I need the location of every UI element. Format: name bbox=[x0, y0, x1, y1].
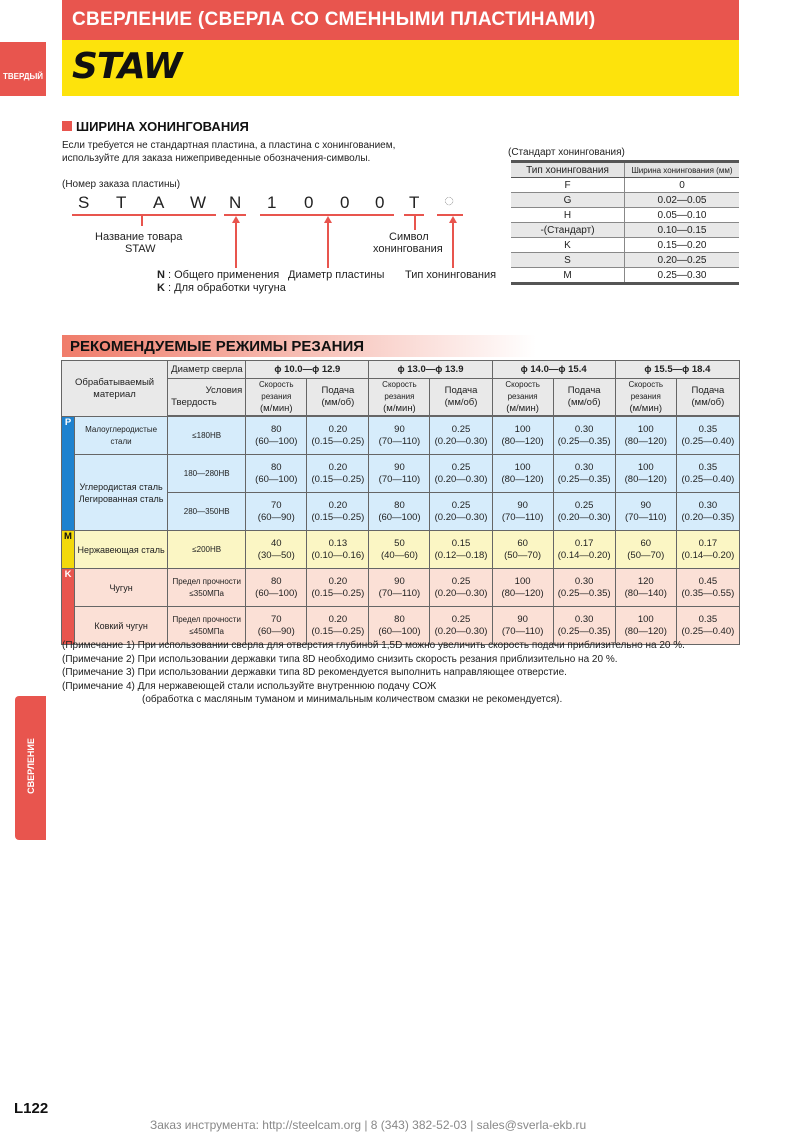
feed-cell bbox=[553, 455, 615, 493]
feed-cell bbox=[430, 493, 492, 531]
speed-cell bbox=[246, 531, 307, 569]
feed-header bbox=[430, 379, 492, 416]
table-row bbox=[511, 268, 739, 284]
code-char: T bbox=[409, 193, 420, 212]
value: 0.30 bbox=[574, 461, 594, 473]
material-cell: Нержавеющая сталь bbox=[75, 531, 168, 569]
feed-cell bbox=[430, 455, 492, 493]
table-row bbox=[511, 253, 739, 268]
speed-cell bbox=[492, 455, 553, 493]
value: 100 bbox=[637, 461, 654, 473]
k-code bbox=[157, 282, 286, 294]
honing-width-cell: 0.02—0.05 bbox=[625, 193, 740, 208]
feed-header-line: Подача bbox=[321, 385, 355, 396]
honing-type-cell: K bbox=[511, 238, 625, 253]
range: (0.25—0.35) bbox=[557, 435, 611, 447]
code-char: 0 bbox=[304, 193, 314, 212]
speed-cell bbox=[369, 417, 430, 455]
value: 0.30 bbox=[574, 575, 594, 587]
honing-table-caption: (Стандарт хонингования) bbox=[508, 147, 625, 158]
feed-cell bbox=[553, 569, 615, 607]
honing-type-cell: M bbox=[511, 268, 625, 284]
arrow-up-icon bbox=[449, 216, 457, 223]
range: (80—120) bbox=[501, 435, 544, 447]
range: (0.25—0.35) bbox=[557, 473, 611, 485]
code-char: 0 bbox=[340, 193, 350, 212]
page-title: СВЕРЛЕНИЕ (СВЕРЛА СО СМЕННЫМИ ПЛАСТИНАМИ) bbox=[72, 9, 596, 30]
range: (70—110) bbox=[501, 625, 544, 637]
value: 80 bbox=[271, 461, 282, 473]
value: 0.35 bbox=[698, 613, 718, 625]
speed-cell bbox=[369, 455, 430, 493]
speed-cell bbox=[492, 493, 553, 531]
speed-cell bbox=[615, 531, 676, 569]
speed-cell bbox=[615, 455, 676, 493]
range: (60—100) bbox=[255, 435, 298, 447]
speed-header-line: Скорость резания bbox=[382, 380, 417, 401]
speed-header bbox=[369, 379, 430, 416]
value: 40 bbox=[271, 537, 282, 549]
value: 90 bbox=[517, 613, 528, 625]
hardness-cell: ≤200HB bbox=[168, 531, 246, 569]
range: (0.20—0.30) bbox=[434, 511, 488, 523]
range: (0.10—0.16) bbox=[311, 549, 365, 561]
table-row bbox=[511, 193, 739, 208]
range: (80—120) bbox=[501, 587, 544, 599]
material-cell bbox=[75, 455, 168, 531]
code-char: N bbox=[229, 193, 242, 212]
feed-header-line: (мм/об) bbox=[444, 397, 478, 408]
feed-cell bbox=[676, 607, 739, 645]
header-title-bar bbox=[62, 0, 739, 40]
symbol-label-2: хонингования bbox=[373, 243, 443, 255]
material-cell: Малоуглеродистые стали bbox=[75, 417, 168, 455]
code-char: 0 bbox=[375, 193, 385, 212]
range: (0.25—0.35) bbox=[557, 587, 611, 599]
range: (0.14—0.20) bbox=[557, 549, 611, 561]
value: 100 bbox=[637, 613, 654, 625]
value: 0.25 bbox=[451, 499, 471, 511]
feed-cell bbox=[307, 531, 369, 569]
arrow-symbol bbox=[414, 216, 416, 230]
value: 0.20 bbox=[328, 575, 348, 587]
value: 70 bbox=[271, 613, 282, 625]
material-header bbox=[62, 361, 168, 417]
speed-cell bbox=[615, 493, 676, 531]
range: (60—100) bbox=[378, 511, 421, 523]
diameter-range-header: ϕ 14.0—ϕ 15.4 bbox=[492, 361, 615, 379]
underline-product bbox=[72, 214, 216, 216]
speed-header-line: (м/мин) bbox=[506, 403, 539, 414]
cutting-section-band bbox=[62, 335, 739, 357]
value: 0.25 bbox=[574, 499, 594, 511]
value: 0.20 bbox=[328, 499, 348, 511]
n-code bbox=[157, 269, 279, 281]
value: 0.35 bbox=[698, 423, 718, 435]
value: 90 bbox=[394, 423, 405, 435]
feed-header-line: (мм/об) bbox=[567, 397, 601, 408]
conditions-label: Условия bbox=[205, 385, 243, 396]
speed-cell bbox=[369, 569, 430, 607]
range: (0.12—0.18) bbox=[434, 549, 488, 561]
feed-cell bbox=[676, 531, 739, 569]
code-char: S bbox=[78, 193, 90, 212]
cutting-table bbox=[61, 360, 740, 645]
speed-header bbox=[615, 379, 676, 416]
feed-header-line: (мм/об) bbox=[321, 397, 355, 408]
page-number: L122 bbox=[14, 1100, 49, 1117]
hardness-cell: ≤180HB bbox=[168, 417, 246, 455]
feed-cell bbox=[676, 417, 739, 455]
range: (0.15—0.25) bbox=[311, 511, 365, 523]
honing-type-cell: F bbox=[511, 178, 625, 193]
value: 0.20 bbox=[328, 461, 348, 473]
speed-cell bbox=[369, 493, 430, 531]
value: 0.30 bbox=[574, 423, 594, 435]
range: (70—110) bbox=[378, 435, 421, 447]
product-name-value: STAW bbox=[125, 243, 156, 255]
honing-width-cell: 0.05—0.10 bbox=[625, 208, 740, 223]
range: (70—110) bbox=[624, 511, 667, 523]
range: (70—110) bbox=[378, 587, 421, 599]
diameter-range-header: ϕ 10.0—ϕ 12.9 bbox=[246, 361, 369, 379]
range: (50—70) bbox=[627, 549, 665, 561]
range: (0.20—0.30) bbox=[434, 473, 488, 485]
hardness-cell: 180—280HB bbox=[168, 455, 246, 493]
feed-cell bbox=[430, 569, 492, 607]
feed-cell bbox=[307, 493, 369, 531]
code-placeholder-icon: ◌ bbox=[444, 191, 455, 210]
range: (0.15—0.25) bbox=[311, 625, 365, 637]
group-k-tag: K bbox=[62, 569, 75, 645]
honing-table-header: Тип хонингования bbox=[511, 162, 625, 178]
table-row bbox=[62, 531, 740, 569]
note-line: (обработка с масляным туманом и минимальным количеством смазки не рекомендуется). bbox=[142, 694, 563, 705]
speed-header-line: (м/мин) bbox=[629, 403, 663, 414]
value: 80 bbox=[271, 423, 282, 435]
speed-header-line: (м/мин) bbox=[259, 403, 293, 414]
value: 80 bbox=[394, 499, 405, 511]
feed-header bbox=[307, 379, 369, 416]
range: (70—110) bbox=[501, 511, 544, 523]
table-row bbox=[62, 455, 740, 493]
hardness-label: Твердость bbox=[171, 397, 217, 408]
value: 100 bbox=[514, 423, 531, 435]
cutting-section-title: РЕКОМЕНДУЕМЫЕ РЕЖИМЫ РЕЗАНИЯ bbox=[70, 338, 365, 355]
range: (0.20—0.30) bbox=[434, 587, 488, 599]
range: (60—100) bbox=[255, 473, 298, 485]
range: (40—60) bbox=[380, 549, 418, 561]
note-line: (Примечание 2) При использовании державки типа 8D необходимо снизить скорость резания приблизительно на 20 %. bbox=[62, 653, 618, 665]
honing-width-cell: 0.10—0.15 bbox=[625, 223, 740, 238]
feed-cell bbox=[676, 455, 739, 493]
table-row bbox=[62, 569, 740, 607]
speed-cell bbox=[492, 531, 553, 569]
value: 90 bbox=[640, 499, 652, 511]
material-line: Легированная сталь bbox=[78, 493, 164, 504]
speed-cell bbox=[492, 417, 553, 455]
feed-header-line: Подача bbox=[444, 385, 478, 396]
range: (60—90) bbox=[257, 625, 295, 637]
speed-header bbox=[246, 379, 307, 416]
value: 70 bbox=[271, 499, 282, 511]
arrow-honing-type bbox=[452, 222, 454, 268]
value: 0.17 bbox=[698, 537, 718, 549]
feed-header-line: Подача bbox=[691, 385, 725, 396]
speed-cell bbox=[246, 569, 307, 607]
material-line: Углеродистая сталь bbox=[79, 481, 163, 492]
value: 0.25 bbox=[451, 575, 471, 587]
range: (0.15—0.25) bbox=[311, 587, 365, 599]
range: (80—120) bbox=[624, 625, 667, 637]
value: 80 bbox=[394, 613, 405, 625]
feed-cell bbox=[307, 569, 369, 607]
honing-type-cell: G bbox=[511, 193, 625, 208]
k-code-letter: K bbox=[157, 282, 165, 294]
code-char: T bbox=[116, 193, 127, 212]
hardness-line: ≤350МПа bbox=[189, 588, 224, 598]
value: 90 bbox=[517, 499, 528, 511]
honing-width-cell: 0.15—0.20 bbox=[625, 238, 740, 253]
value: 100 bbox=[637, 423, 654, 435]
value: 0.45 bbox=[698, 575, 718, 587]
range: (0.35—0.55) bbox=[681, 587, 735, 599]
note-line: (Примечание 1) При использовании сверла для отверстия глубиной 1,5D можно увеличить скорость подачи приблизительно на 20 %. bbox=[62, 640, 685, 651]
value: 0.20 bbox=[328, 423, 348, 435]
diameter-label: Диаметр пластины bbox=[288, 269, 385, 281]
cutting-notes bbox=[62, 639, 685, 707]
range: (80—120) bbox=[624, 435, 667, 447]
material-cell: Чугун bbox=[75, 569, 168, 607]
group-p-tag: P bbox=[62, 417, 75, 531]
range: (30—50) bbox=[257, 549, 295, 561]
range: (0.25—0.40) bbox=[681, 473, 735, 485]
feed-header-line: Подача bbox=[567, 385, 601, 396]
material-header-line: Обрабатываемый bbox=[75, 376, 155, 388]
range: (0.15—0.25) bbox=[311, 473, 365, 485]
k-code-text: : Для обработки чугуна bbox=[168, 282, 286, 294]
value: 0.25 bbox=[451, 461, 471, 473]
value: 100 bbox=[514, 461, 531, 473]
range: (80—140) bbox=[624, 587, 667, 599]
value: 80 bbox=[271, 575, 282, 587]
range: (0.20—0.30) bbox=[557, 511, 611, 523]
honing-type-cell: S bbox=[511, 253, 625, 268]
n-code-text: : Общего применения bbox=[168, 269, 280, 281]
honing-intro-line-1: Если требуется не стандартная пластина, а пластина с хонингованием, bbox=[62, 140, 396, 151]
range: (80—120) bbox=[501, 473, 544, 485]
value: 0.17 bbox=[574, 537, 594, 549]
arrow-up-icon bbox=[232, 216, 240, 223]
honing-width-cell: 0 bbox=[625, 178, 740, 193]
feed-cell bbox=[553, 417, 615, 455]
drill-diameter-header: Диаметр сверла bbox=[168, 361, 246, 379]
value: 0.30 bbox=[698, 499, 718, 511]
feed-cell bbox=[676, 493, 739, 531]
feed-cell bbox=[307, 417, 369, 455]
speed-header bbox=[492, 379, 553, 416]
honing-table-header: Ширина хонингования (мм) bbox=[625, 162, 740, 178]
arrow-nk bbox=[235, 222, 237, 268]
value: 0.30 bbox=[574, 613, 594, 625]
value: 60 bbox=[517, 537, 528, 549]
speed-header-line: Скорость резания bbox=[259, 380, 294, 401]
value: 0.35 bbox=[698, 461, 718, 473]
material-cell: Ковкий чугун bbox=[75, 607, 168, 645]
feed-header-line: (мм/об) bbox=[691, 397, 725, 408]
honing-table bbox=[511, 160, 739, 285]
brand-bar bbox=[62, 40, 739, 96]
value: 100 bbox=[514, 575, 531, 587]
honing-section-title: ШИРИНА ХОНИНГОВАНИЯ bbox=[76, 119, 249, 134]
honing-type-label: Тип хонингования bbox=[405, 269, 497, 281]
table-row bbox=[511, 178, 739, 193]
speed-cell bbox=[246, 455, 307, 493]
table-row bbox=[511, 208, 739, 223]
side-tab-drilling-label: СВЕРЛЕНИЕ bbox=[26, 738, 36, 794]
side-tab-line-2: СПЛАВ bbox=[8, 97, 38, 106]
value: 0.15 bbox=[451, 537, 471, 549]
value: 0.25 bbox=[451, 423, 471, 435]
group-m-tag: M bbox=[62, 531, 75, 569]
range: (60—100) bbox=[255, 587, 298, 599]
speed-cell bbox=[492, 569, 553, 607]
material-header-line: материал bbox=[93, 388, 136, 400]
honing-type-cell: H bbox=[511, 208, 625, 223]
speed-cell bbox=[615, 417, 676, 455]
range: (0.25—0.40) bbox=[681, 435, 735, 447]
feed-cell bbox=[430, 417, 492, 455]
table-row bbox=[511, 223, 739, 238]
table-row bbox=[62, 417, 740, 455]
order-number-label: (Номер заказа пластины) bbox=[62, 179, 181, 190]
hardness-cell: 280—350HB bbox=[168, 493, 246, 531]
value: 60 bbox=[640, 537, 652, 549]
side-tab-carbide bbox=[0, 42, 46, 106]
speed-header-line: Скорость резания bbox=[505, 380, 540, 401]
range: (50—70) bbox=[504, 549, 542, 561]
note-line: (Примечание 3) При использовании державки типа 8D рекомендуется выполнить направляющее отверстие. bbox=[62, 667, 567, 678]
value: 90 bbox=[394, 461, 405, 473]
hardness-cell bbox=[168, 569, 246, 607]
arrow-diameter bbox=[327, 222, 329, 268]
code-char: A bbox=[153, 193, 165, 212]
hardness-line: Предел прочности bbox=[172, 576, 241, 586]
feed-cell bbox=[307, 455, 369, 493]
honing-type-cell: -(Стандарт) bbox=[511, 223, 625, 238]
side-tab-line-1: ТВЕРДЫЙ bbox=[2, 72, 44, 81]
range: (0.20—0.30) bbox=[434, 435, 488, 447]
feed-cell bbox=[676, 569, 739, 607]
symbol-label-1: Символ bbox=[389, 231, 429, 243]
diameter-range-header: ϕ 15.5—ϕ 18.4 bbox=[615, 361, 739, 379]
range: (60—100) bbox=[378, 625, 421, 637]
value: 0.13 bbox=[328, 537, 348, 549]
value: 50 bbox=[394, 537, 405, 549]
feed-header bbox=[553, 379, 615, 416]
speed-cell bbox=[246, 493, 307, 531]
range: (0.14—0.20) bbox=[681, 549, 735, 561]
range: (70—110) bbox=[378, 473, 421, 485]
range: (0.25—0.40) bbox=[681, 625, 735, 637]
section-marker-icon bbox=[62, 121, 72, 131]
speed-header-line: (м/мин) bbox=[383, 403, 416, 414]
feed-cell bbox=[553, 493, 615, 531]
range: (60—90) bbox=[257, 511, 295, 523]
speed-cell bbox=[615, 569, 676, 607]
feed-header bbox=[676, 379, 739, 416]
speed-cell bbox=[246, 417, 307, 455]
value: 90 bbox=[394, 575, 405, 587]
honing-width-cell: 0.20—0.25 bbox=[625, 253, 740, 268]
honing-width-cell: 0.25—0.30 bbox=[625, 268, 740, 284]
range: (0.20—0.35) bbox=[681, 511, 735, 523]
hardness-line: ≤450МПа bbox=[189, 626, 224, 636]
speed-header-line: Скорость резания bbox=[628, 380, 664, 401]
diameter-range-header: ϕ 13.0—ϕ 13.9 bbox=[369, 361, 492, 379]
arrow-product bbox=[141, 216, 143, 226]
product-name-label: Название товара bbox=[95, 231, 183, 243]
value: 0.20 bbox=[328, 613, 348, 625]
side-tab-drilling bbox=[15, 696, 46, 840]
table-row bbox=[511, 238, 739, 253]
value: 0.25 bbox=[451, 613, 471, 625]
n-code-letter: N bbox=[157, 269, 165, 281]
range: (80—120) bbox=[624, 473, 667, 485]
code-char: W bbox=[190, 193, 207, 212]
range: (0.20—0.30) bbox=[434, 625, 488, 637]
range: (0.15—0.25) bbox=[311, 435, 365, 447]
speed-cell bbox=[369, 531, 430, 569]
feed-cell bbox=[430, 531, 492, 569]
feed-cell bbox=[553, 531, 615, 569]
code-char: 1 bbox=[267, 193, 277, 212]
conditions-hardness-header bbox=[168, 379, 246, 416]
range: (0.25—0.35) bbox=[557, 625, 611, 637]
honing-intro-line-2: используйте для заказа нижеприведенные обозначения-символы. bbox=[62, 153, 371, 164]
footer-contacts: Заказ инструмента: http://steelcam.org | 8 (343) 382-52-03 | sales@sverla-ekb.ru bbox=[150, 1118, 587, 1132]
arrow-up-icon bbox=[324, 216, 332, 223]
note-line: (Примечание 4) Для нержавеющей стали используйте внутреннюю подачу СОЖ bbox=[62, 680, 437, 692]
hardness-line: Предел прочности bbox=[172, 614, 241, 624]
value: 120 bbox=[637, 575, 654, 587]
brand-logo: STAW bbox=[72, 46, 182, 87]
